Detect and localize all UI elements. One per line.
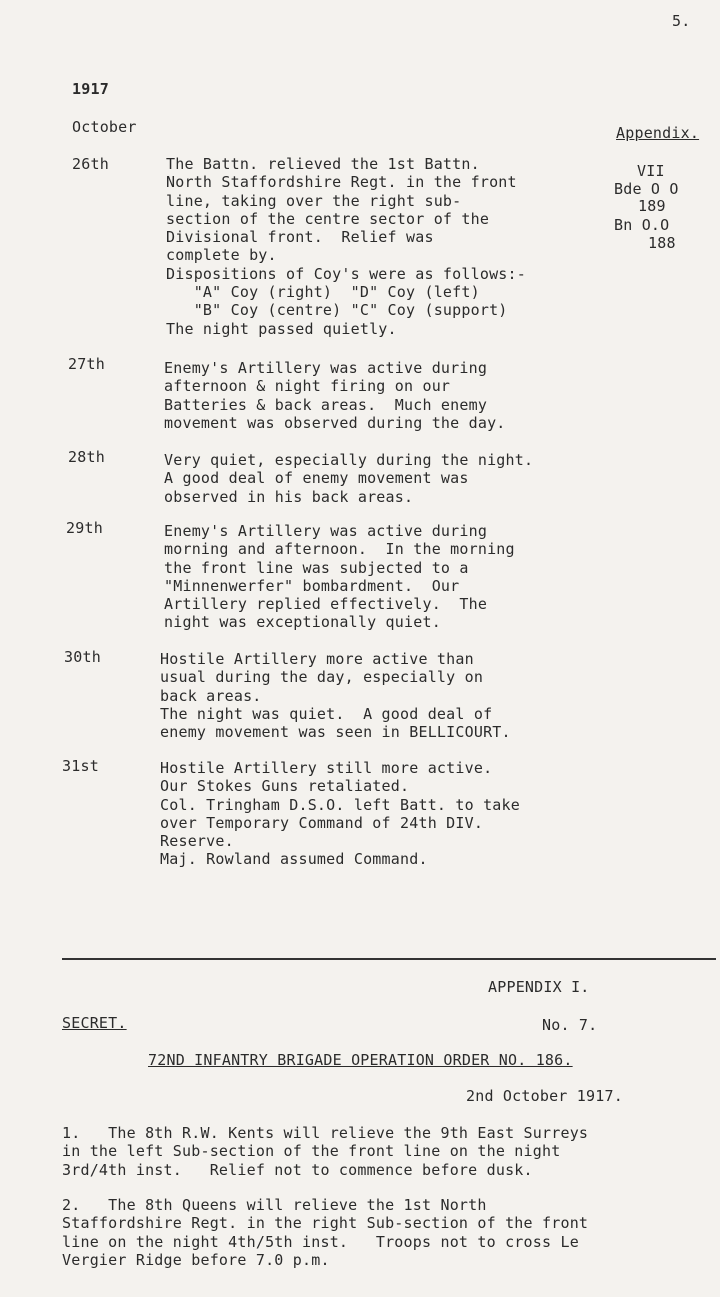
- entry-line: "Minnenwerfer" bombardment. Our: [164, 576, 460, 595]
- entry-line: A good deal of enemy movement was: [164, 469, 469, 488]
- entry-line: observed in his back areas.: [164, 487, 414, 506]
- entry-line: afternoon & night firing on our: [164, 377, 451, 396]
- entry-text: [164, 359, 506, 432]
- entry-line: The night passed quietly.: [166, 319, 397, 338]
- entry-line: line, taking over the right sub-: [166, 191, 462, 210]
- entry-text: [160, 759, 520, 869]
- entry-line: section of the centre sector of the: [166, 209, 490, 228]
- entry-text: [164, 522, 515, 632]
- entry-line: Hostile Artillery more active than: [160, 650, 474, 668]
- paragraph-line: Vergier Ridge before 7.0 p.m.: [62, 1250, 330, 1269]
- entry-text: [164, 451, 533, 506]
- appendix-ref: Bde O O: [614, 180, 679, 198]
- entry-line: the front line was subjected to a: [164, 558, 469, 577]
- entry-line: Enemy's Artillery was active during: [164, 359, 488, 377]
- entry-day: 29th: [66, 519, 103, 537]
- paragraph-line: in the left Sub-section of the front line on the night: [62, 1142, 561, 1161]
- entry-day: 28th: [68, 448, 105, 466]
- entry-text: [166, 155, 526, 338]
- paragraph-line: 3rd/4th inst. Relief not to commence before dusk.: [62, 1160, 533, 1179]
- order-paragraph: [62, 1196, 588, 1269]
- order-paragraph: [62, 1124, 588, 1179]
- entry-day: 30th: [64, 648, 101, 666]
- year: 1917: [72, 80, 109, 98]
- order-date: 2nd October 1917.: [466, 1087, 623, 1105]
- entry-line: over Temporary Command of 24th DIV.: [160, 813, 484, 832]
- secret-label: SECRET.: [62, 1014, 127, 1032]
- entry-line: "A" Coy (right) "D" Coy (left): [166, 283, 480, 302]
- appendix-ref: Bn O.O: [614, 216, 670, 234]
- paragraph-line: line on the night 4th/5th inst. Troops not to cross Le: [62, 1232, 579, 1251]
- appendix-ref: 189: [638, 197, 666, 215]
- appendix-header: Appendix.: [616, 124, 700, 142]
- section-divider: [62, 958, 716, 960]
- entry-day: 26th: [72, 155, 109, 173]
- entry-line: complete by.: [166, 246, 277, 265]
- entry-line: Dispositions of Coy's were as follows:-: [166, 264, 526, 283]
- paragraph-line: Staffordshire Regt. in the right Sub-section of the front: [62, 1214, 589, 1233]
- entry-line: Reserve.: [160, 832, 234, 851]
- entry-line: Hostile Artillery still more active.: [160, 759, 493, 777]
- entry-line: Batteries & back areas. Much enemy: [164, 395, 488, 414]
- entry-line: The Battn. relieved the 1st Battn.: [166, 155, 480, 173]
- order-number: No. 7.: [542, 1016, 598, 1034]
- entry-line: back areas.: [160, 686, 262, 705]
- entry-line: Very quiet, especially during the night.: [164, 451, 534, 469]
- paragraph-line: 1. The 8th R.W. Kents will relieve the 9th East Surreys: [62, 1124, 589, 1142]
- appendix-ref: 188: [648, 234, 676, 252]
- month: October: [72, 118, 137, 136]
- appendix-ref: VII: [637, 162, 665, 180]
- entry-line: Maj. Rowland assumed Command.: [160, 850, 428, 869]
- entry-text: [160, 650, 511, 741]
- entry-line: Our Stokes Guns retaliated.: [160, 777, 410, 796]
- entry-line: night was exceptionally quiet.: [164, 613, 441, 632]
- paragraph-line: 2. The 8th Queens will relieve the 1st North: [62, 1196, 487, 1214]
- entry-line: usual during the day, especially on: [160, 668, 484, 687]
- entry-line: morning and afternoon. In the morning: [164, 540, 515, 559]
- order-title: 72ND INFANTRY BRIGADE OPERATION ORDER NO. 186.: [148, 1051, 573, 1069]
- entry-line: enemy movement was seen in BELLICOURT.: [160, 723, 511, 742]
- entry-line: Divisional front. Relief was: [166, 228, 434, 247]
- entry-line: North Staffordshire Regt. in the front: [166, 173, 517, 192]
- entry-day: 31st: [62, 757, 99, 775]
- page-number: 5.: [672, 12, 691, 30]
- entry-line: "B" Coy (centre) "C" Coy (support): [166, 301, 508, 320]
- entry-line: Artillery replied effectively. The: [164, 595, 488, 614]
- entry-day: 27th: [68, 355, 105, 373]
- entry-line: Col. Tringham D.S.O. left Batt. to take: [160, 795, 520, 814]
- entry-line: movement was observed during the day.: [164, 413, 506, 432]
- entry-line: The night was quiet. A good deal of: [160, 704, 493, 723]
- appendix-title: APPENDIX I.: [488, 978, 590, 996]
- entry-line: Enemy's Artillery was active during: [164, 522, 488, 540]
